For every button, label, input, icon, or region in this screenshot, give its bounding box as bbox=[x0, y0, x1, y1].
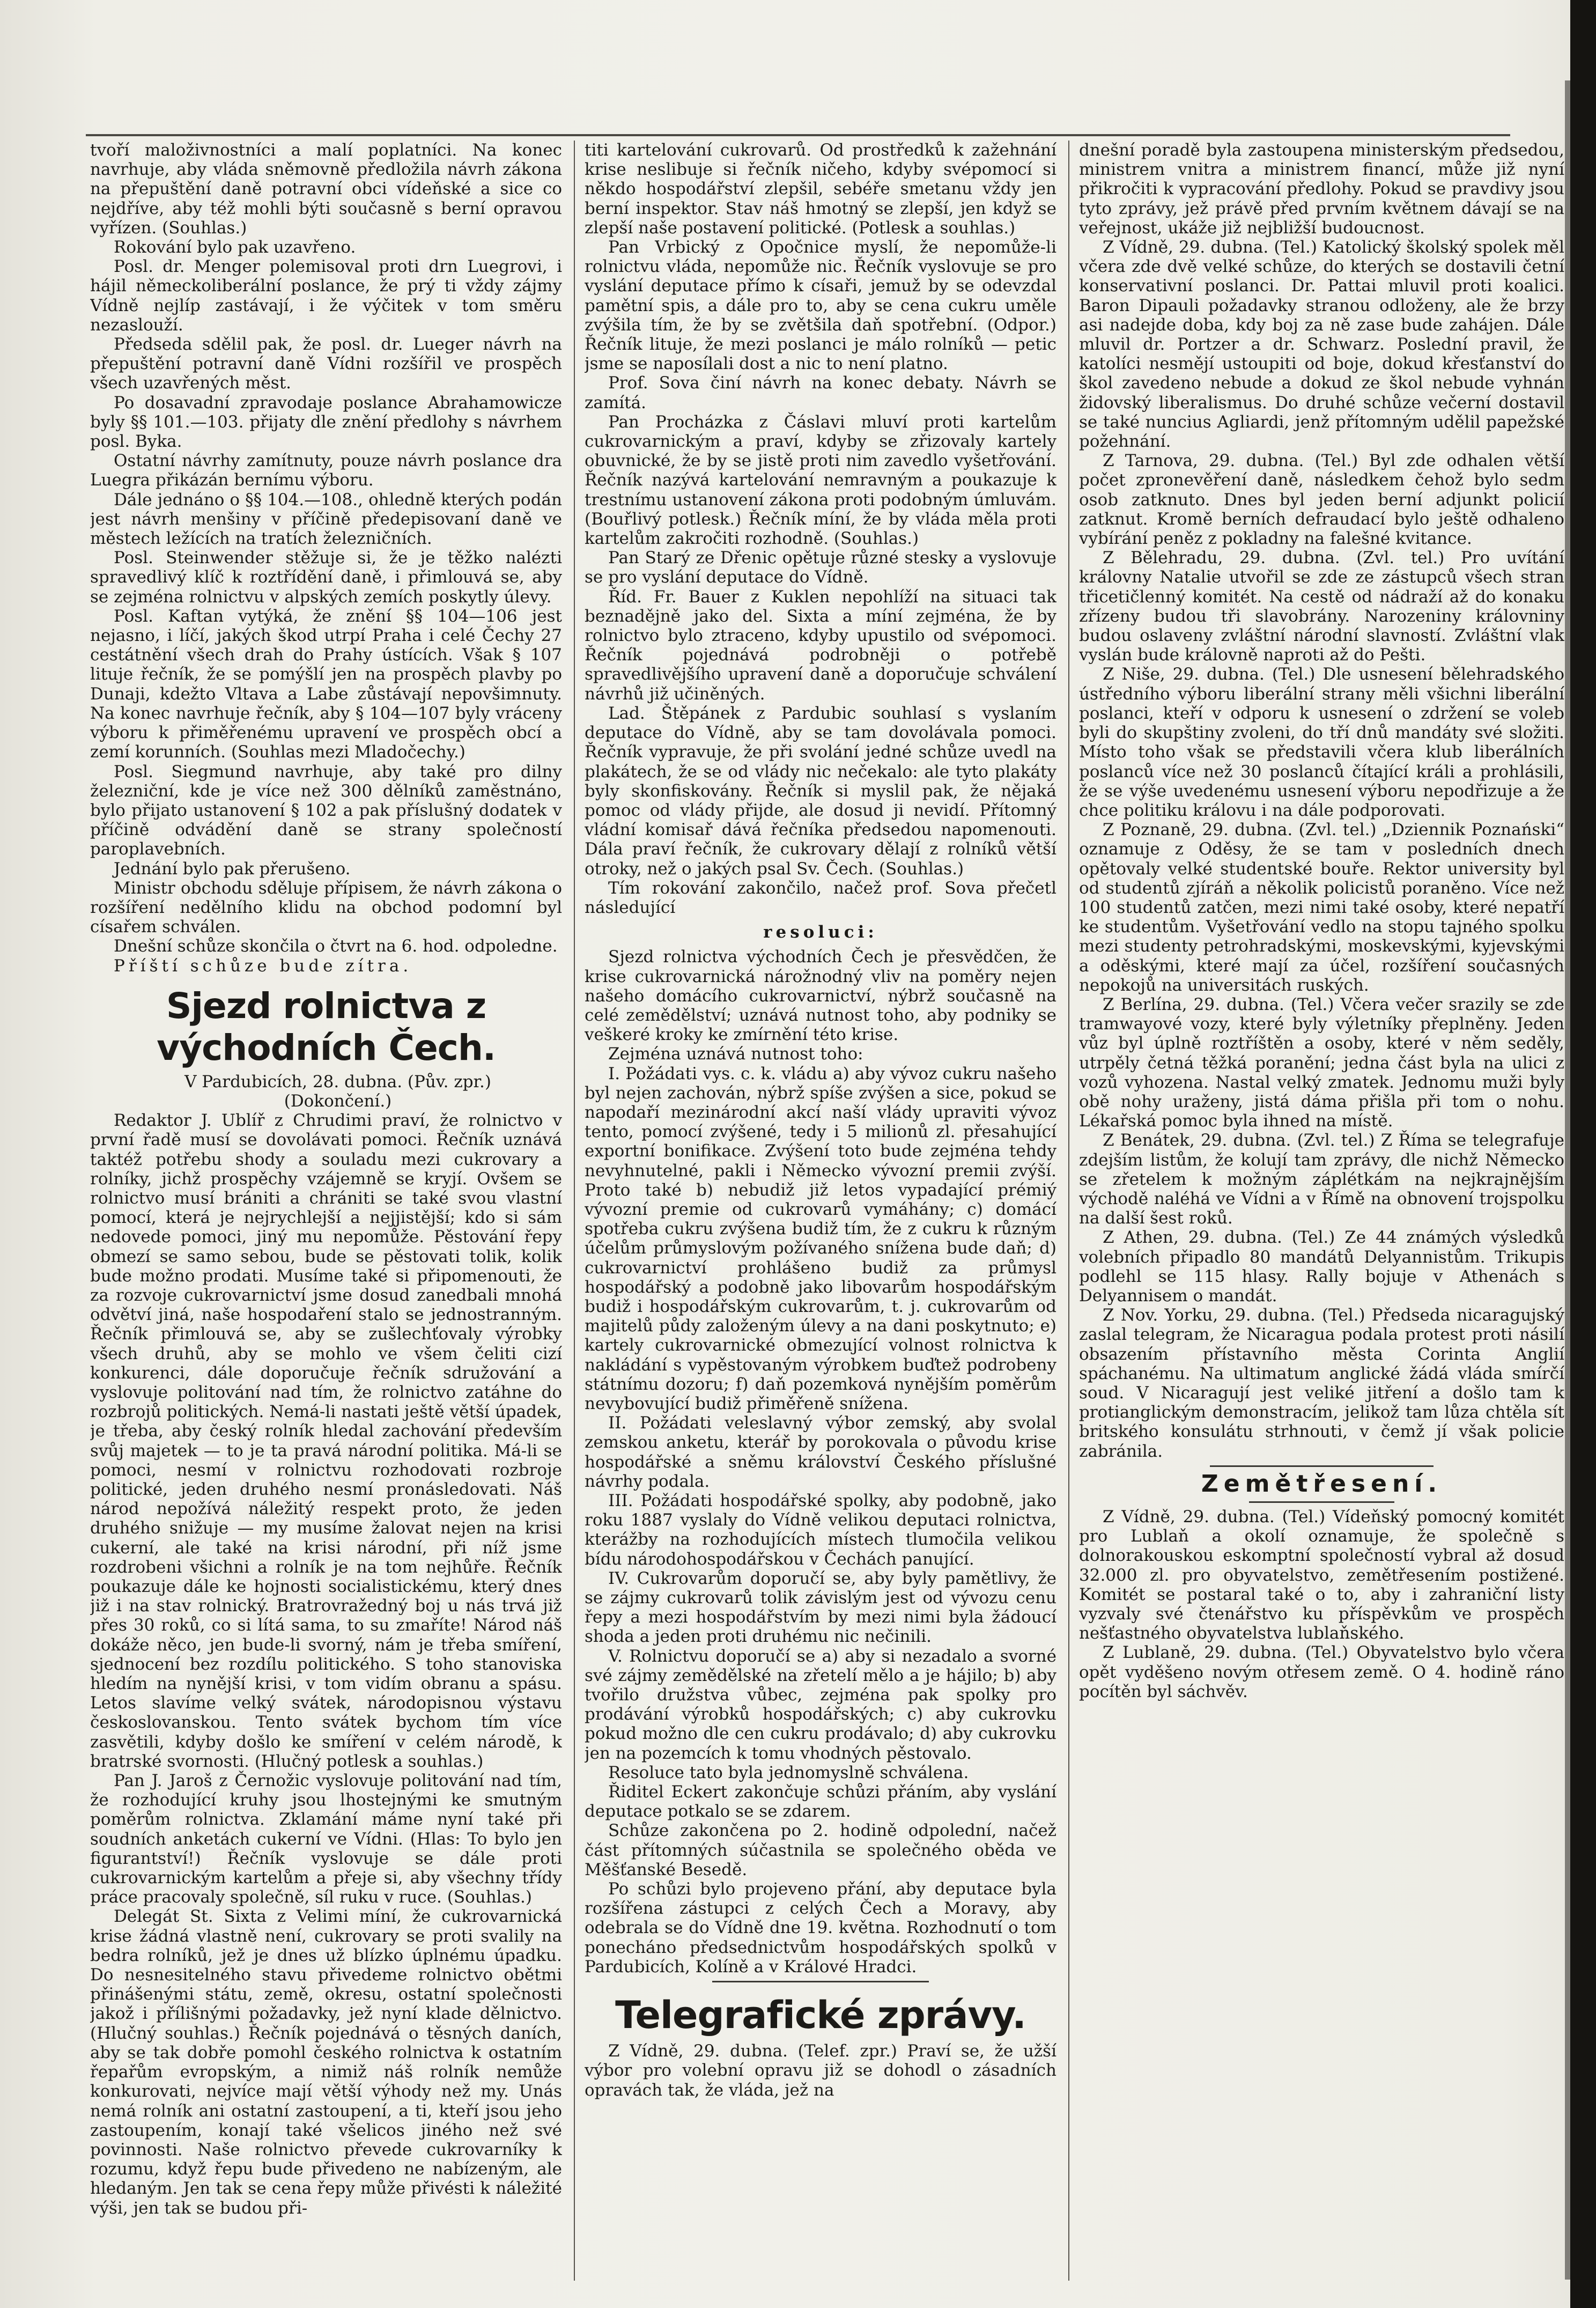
paragraph: Dnešní schůze skončila o čtvrt na 6. hod. odpoledne. bbox=[114, 937, 558, 956]
paragraph: Po dosavadní zpravodaje poslance Abrahamowicze byly §§ 101.—103. přijaty dle znění předlohy s návrhem posl. Byka. bbox=[90, 393, 562, 452]
dateline: V Pardubicích, 28. dubna. (Pův. zpr.) bbox=[184, 1072, 491, 1092]
paragraph: Jednání bylo pak přerušeno. bbox=[114, 859, 351, 879]
paragraph: tvoří maloživnostníci a malí poplatníci. Na konec navrhuje, aby vláda sněmovně předložila návrh zákona na přepuštění daně potravní obci vídeňské a sice co nejdříve, aby též mohli býti současně s berní opravou vyřízen. (Souhlas.) bbox=[90, 141, 562, 238]
section-divider bbox=[712, 1981, 929, 1982]
paragraph: Z Vídně, 29. dubna. (Tel.) Vídeňský pomocný komitét pro Lublaň a okolí oznamuje, že společně s dolnorakouskou eskomptní společností vybral až dosud 32.000 zl. pro obyvatelstvo, zemětřesením postižené. Komitét se postaral také o to, aby i zahraniční listy vyzvaly své čtenářstvo ku příspěvkům ve prospěch nešťastného obyvatelstva lublaňského. bbox=[1079, 1507, 1564, 1643]
continuation-note: (Dokončení.) bbox=[284, 1091, 392, 1111]
column-divider bbox=[574, 141, 575, 2281]
paragraph: Delegát St. Sixta z Velimi míní, že cukrovarnická krise žádná vlastně není, cukrovary se proti svalily na bedra rolníků, jež je dnes už blízko úplnému úpadku. Do nesnesitelného stavu přivedeme rolnictvo obětmi přinášenými státu, země, okresu, ostatní společnosti jakož i přílišnými požadavky, jež nyní klade dělnictvo. (Hlučný souhlas.) Řečník pojednává o těsných daních, aby se tak dobře pomohl českého rolnictva k ostatním řepařům evropským, a nimiž náš rolník nemůže konkurovati, nejvíce mají větší výhody než my. Unás nemá rolník ani ostatní zastoupení, a ti, kteří jsou jeho zastoupením, konají také všelicos jiného než své povinnosti. Naše rolnictvo převede cukrovarníky k rozumu, když řepu bude přivedeno ne nabízeným, ale hledaným. Jen tak se cena řepy může přivésti k náležité výši, jen tak se budou při- bbox=[90, 1907, 562, 2218]
paragraph: Posl. Steinwender stěžuje si, že je těžko nalézti spravedlivý klíč k roztřídění daně, i přimlouvá se, aby se zejména rolnictvu v alpských zemích poskytly úlevy. bbox=[90, 548, 562, 607]
paragraph: III. Požádati hospodářské spolky, aby podobně, jako roku 1887 vyslaly do Vídně velikou deputaci rolnictva, kterážby na rozhodujících místech tlumočila velikou bídu národohospodářskou v Čechách panující. bbox=[585, 1491, 1056, 1569]
paragraph: Příští schůze bude zítra. bbox=[114, 956, 412, 976]
paragraph: Pan Vrbický z Opočnice myslí, že nepomůže-li rolnictvu vláda, nepomůže nic. Řečník vyslovuje se pro vyslání deputace přímo k císaři, jemuž by se odevzdal pamětní spis, a dále pro to, aby se cena cukru uměle zvýšila tím, že by se zvětšila daň spotřební. (Odpor.) Řečník lituje, že mezi poslanci je málo rolníků — petic jsme se naposílali dost a nic to není platno. bbox=[585, 238, 1056, 374]
resolution-title: resoluci: bbox=[763, 923, 878, 942]
paragraph: Z Berlína, 29. dubna. (Tel.) Včera večer srazily se zde tramwayové vozy, které byly výletníky přeplněny. Jeden vůz byl úplně roztříštěn a osoby, které v něm seděly, utrpěly četná těžká poranění; jedna část byla na ulici z vozů vyhozena. Nastal velký zmatek. Jednomu muži byly obě nohy uraženy, jistá dáma přišla při tom o nohu. Lékařská pomoc byla ihned na místě. bbox=[1079, 994, 1564, 1131]
paragraph: Z Athen, 29. dubna. (Tel.) Ze 44 známých výsledků volebních připadlo 80 mandátů Delyannistům. Trikupis podlehl se 115 hlasy. Rally bojuje v Athenách s Delyannisem o mandát. bbox=[1079, 1228, 1564, 1306]
paragraph: Z Niše, 29. dubna. (Tel.) Dle usnesení bělehradského ústředního výboru liberální strany měli všichni liberální poslanci, kteří v odporu k usnesení o zdržení se voleb byli do skupštiny zvoleni, do tří dnů mandáty své složiti. Místo toho však se představili včera klub liberálních poslanců více než 30 poslanců čítající králi a prohlásili, že se výše uvedenému usnesení výboru nepodřizuje a že chce politiku královu i na dále podporovati. bbox=[1079, 665, 1564, 820]
column-2 bbox=[585, 141, 1056, 2281]
paragraph: I. Požádati vys. c. k. vládu a) aby vývoz cukru našeho byl nejen zachován, nýbrž spíše zvýšen a sice, pokud se napodaří mezinárodní akcí naší vlády upraviti vývoz tento, pomocí zvýšené, tedy i 5 milionů zl. přesahující exportní bonifikace. Zvýšení toto bude zejména tehdy nevyhnutelné, pakli i Německo vývozní premii zvýší. Proto také b) nebudiž již letos vypadající prémiý vývozní premie od cukrovarů vymáhány; c) domácí spotřeba cukru zvýšena budiž tím, že z cukru k různým účelům průmyslovým požívaného snížena bude daň; d) cukrovarnictví prohlášeno budiž za průmysl hospodářský a podobně jako libovarům hospodářským budiž i hospodářským cukrovarům, t. j. cukrovarům od majitelů půdy založeným úlevy a na dani poskytnuto; e) kartely cukrovarnické obmezující volnost rolnictva k nakládání s vypěstovaným výrobkem buďtež podrobeny státnímu dozoru; f) daň pozemková nynějším poměrům nevybovující budiž přiměřeně snížena. bbox=[585, 1064, 1056, 1413]
paragraph: Redaktor J. Ublíř z Chrudimi praví, že rolnictvo v první řadě musí se dovolávati pomoci. Řečník uznává taktéž potřebu shody a souladu mezi cukrovary a rolníky, jichž prospěchy vzájemně se kryjí. Ovšem se rolnictvo musí brániti a chrániti se také svou vlastní pomocí, která je nejrychlejší a nejjistější; kdo si sám nedovede pomoci, jiný mu nepomůže. Pěstování řepy obmezí se samo sebou, bude se pěstovati tolik, kolik bude možno prodati. Musíme také si připomenouti, že za rozvoje cukrovarnictví jsme dosud zanedbali mnohá odvětví jiná, naše hospodaření stalo se jednostranným. Řečník přimlouvá se, aby se zušlechťovaly výrobky všech druhů, aby se mohlo ve všem čeliti cizí konkurenci, dále doporučuje řečník sdružování a vyslovuje politování nad tím, že rolnictvo zatáhne do rozbrojů politických. Nemá-li nastati ještě větší úpadek, je třeba, aby český rolník hledal zachování především svůj majetek — to je ta pravá národní politika. Má-li se pomoci, nesmí v rolnictvu rozhodovati rozbroje politické, jeden druhého nesmí pronásledovati. Náš národ nepožívá náležitý respekt proto, že jeden druhého snižuje — my musíme žalovat nejen na krisi cukerní, ale také na krisi národní, při níž jsme rozdrobeni všichni a rolník je na tom nejhůře. Řečník poukazuje dále ke hojnosti socialistickému, který dnes již i na stav rolnický. Bratrovražedný boj u nás trvá již přes 30 roků, co si lítá sama, to su zmaříte! Národ náš dokáže něco, jen bude-li svorný, nám je třeba smíření, sjednocení bez rozdílu politického. S toho stanoviska hledím na nynější krisi, v tom vidím obranu a spásu. Letos slavíme velký svátek, národopisnou výstavu českoslovanskou. Tento svátek bychom tím více zasvětili, kdyby došlo ke smíření v celém národě, k bratrské svornosti. (Hlučný potlesk a souhlas.) bbox=[90, 1111, 562, 1771]
telegrams-headline: Telegrafické zprávy. bbox=[615, 1993, 1026, 2038]
paragraph: Rokování bylo pak uzavřeno. bbox=[114, 238, 356, 257]
paragraph: Pan J. Jaroš z Černožic vyslovuje politování nad tím, že rozhodující kruhy jsou lhostejnými ke smutným poměrům rolnictva. Zklamání máme nyní také při soudních anketách cukerní ve Vídni. (Hlas: To bylo jen figurantství!) Řečník vyslovuje se dále proti cukrovarnickým kartelům a přeje si, aby všechny třídy práce pracovaly společně, síl ruku v ruce. (Souhlas.) bbox=[90, 1771, 562, 1907]
paragraph: Sjezd rolnictva východních Čech je přesvědčen, že krise cukrovarnická nárožnodný vliv na poměry nejen našeho domácího cukrovarnictví, nýbrž současně na celé zemědělství; uznává nutnost toho, aby podniky se veškeré kroky ke zmírnění této krise. bbox=[585, 947, 1056, 1045]
paragraph: II. Požádati veleslavný výbor zemský, aby svolal zemskou anketu, kterář by porokovala o původu krise hospodářské a sněmu království Českého příslušné návrhy podala. bbox=[585, 1413, 1056, 1491]
paragraph: Předseda sdělil pak, že posl. dr. Lueger návrh na přepuštění potravní daně Vídni rozšířil ve prospěch všech uzavřených měst. bbox=[90, 335, 562, 393]
paragraph: Z Lublaně, 29. dubna. (Tel.) Obyvatelstvo bylo včera opět vyděšeno novým otřesem země. O 4. hodině ráno pocítěn byl sáchvěv. bbox=[1079, 1643, 1564, 1701]
paragraph: Řiditel Eckert zakončuje schůzi přáním, aby vyslání deputace potkalo se se zdarem. bbox=[585, 1782, 1056, 1822]
paragraph: Z Vídně, 29. dubna. (Tel.) Katolický školský spolek měl včera zde dvě velké schůze, do kterých se dostavili četní konservativní poslanci. Dr. Pattai mluvil proti koalici. Baron Dipauli požadavky stranou odloženy, ale že brzy asi nadejde doba, kdy boj za ně zase bude zahájen. Dále mluvil dr. Portzer a dr. Schwarz. Poslední pravil, že katolíci nesmějí ustoupiti od boje, dokud křesťanství do škol zavedeno nebude a dokud ze škol nebude vyhnán židovský liberalismus. Do druhé schůze večerní dostavil se také nuncius Agliardi, jenž přítomným udělil papežské požehnání. bbox=[1079, 238, 1564, 452]
paragraph: Z Vídně, 29. dubna. (Telef. zpr.) Praví se, že užší výbor pro volební opravu již se dohodl o zásadních opravách tak, že vláda, jež na bbox=[585, 2041, 1056, 2100]
column-divider bbox=[1068, 141, 1069, 2281]
paragraph: Tím rokování zakončilo, načež prof. Sova přečetl následující bbox=[585, 878, 1056, 917]
paragraph: Zejména uznává nutnost toho: bbox=[608, 1044, 863, 1064]
column-1 bbox=[90, 141, 562, 2281]
paragraph: Po schůzi bylo projeveno přání, aby deputace byla rozšířena zástupci z celých Čech a Moravy, aby odebrala se do Vídně dne 19. května. Rozhodnutí o tom ponecháno předsednictvům hospodářských spolků v Pardubicích, Kolíně a v Králové Hradci. bbox=[585, 1879, 1056, 1977]
paragraph: Říd. Fr. Bauer z Kuklen nepohlíží na situaci tak beznadějně jako del. Sixta a míní zejména, že by rolnictvo bylo ztraceno, kdyby upustilo od svépomoci. Řečník pojednává podrobněji o potřebě spravedlivějšího upravení daně a doporučuje schválení návrhů již učiněných. bbox=[585, 587, 1056, 704]
paragraph: Ostatní návrhy zamítnuty, pouze návrh poslance dra Luegra přikázán bernímu výboru. bbox=[90, 451, 562, 490]
paragraph: Z Benátek, 29. dubna. (Zvl. tel.) Z Říma se telegrafuje zdejším listům, že kolují tam zprávy, dle nichž Německo se zřetelem k možným záplétkám na nejkrajnějším východě naléhá ve Vídni a v Římě na obnovení trojspolku na další šest roků. bbox=[1079, 1131, 1564, 1228]
paragraph: Schůze zakončena po 2. hodině odpolední, načež část přítomných súčastnila se společného oběda ve Měšťanské Besedě. bbox=[585, 1821, 1056, 1879]
paragraph: Z Tarnova, 29. dubna. (Tel.) Byl zde odhalen větší počet zpronevěření daně, následkem čehož bylo sedm osob zatknuto. Dnes byl jeden berní adjunkt policií zatknut. Kromě berních defraudací bylo ještě odhaleno vybírání peněz z pokladny na falešné kvitance. bbox=[1079, 451, 1564, 549]
paragraph: V. Rolnictvu doporučí se a) aby si nezadalo a svorné své zájmy zemědělské na zřetelí mělo a je hájilo; b) aby tvořilo družstva vůbec, zejména pak spolky pro prodávání výrobků hospodářských; c) aby cukrovku pokud možno dle cen cukru prodávalo; d) aby cukrovku jen na pozemcích k tomu vhodných pěstovalo. bbox=[585, 1646, 1056, 1763]
paragraph: Dále jednáno o §§ 104.—108., ohledně kterých podán jest návrh menšiny v příčině předepisovaní daně ve městech ležících na tratích železničních. bbox=[90, 490, 562, 549]
paragraph: Prof. Sova činí návrh na konec debaty. Návrh se zamítá. bbox=[585, 373, 1056, 412]
article-headline: Sjezd rolnictva z východních Čech. bbox=[157, 985, 496, 1068]
paragraph: Posl. dr. Menger polemisoval proti drn Luegrovi, i hájil německoliberální poslance, že prý ti vždy zájmy Vídně nejlíp zastávají, i že výčitek v tom směru nezaslouží. bbox=[90, 257, 562, 335]
scan-border bbox=[1570, 0, 1596, 2308]
paragraph: Z Bělehradu, 29. dubna. (Zvl. tel.) Pro uvítání královny Natalie utvořil se zde ze zástupců všech stran třicetičlenný komitét. Na cestě od nádraží až do konaku zřízeny budou tři slavobrány. Narozeniny královniny budou oslaveny zvláštní národní slavností. Zvláštní vlak vyslán bude královně naproti až do Pešti. bbox=[1079, 548, 1564, 665]
paragraph: IV. Cukrovarům doporučí se, aby byly pamětlivy, že se zájmy cukrovarů tolik závislým jest od vývozu cenu řepy a mezi hospodářstvím by mezi nimi byla žádoucí shoda a jeden proti druhému nic nečinili. bbox=[585, 1568, 1056, 1647]
paragraph: Z Nov. Yorku, 29. dubna. (Tel.) Předseda nicaragujský zaslal telegram, že Nicaragua podala protest proti násilí obsazením přístavního města Corinta Anglií spáchanému. Na ultimatum anglické žádá vláda smírčí soud. V Nicaragují jest veliké jitření a došlo tam k protianglickým demonstracím, jelikož tam lůza chtěla sít britského konsulátu strhnouti, v čemž jí však policie zabránila. bbox=[1079, 1306, 1564, 1461]
paragraph: dnešní poradě byla zastoupena ministerským předsedou, ministrem vnitra a ministrem financí, může již nyní přikročiti k vypracování předlohy. Pokud se pravdivy jsou tyto zprávy, jež právě před prvním květnem dávají se na veřejnost, ukáže již nejbližší budoucnost. bbox=[1079, 141, 1564, 238]
paragraph: Pan Starý ze Dřenic opětuje různé stesky a vyslovuje se pro vyslání deputace do Vídně. bbox=[585, 548, 1056, 587]
column-3 bbox=[1079, 141, 1564, 2281]
top-rule bbox=[86, 134, 1510, 136]
adjacent-page-edge bbox=[1565, 80, 1570, 2280]
section-divider bbox=[1210, 1465, 1433, 1467]
paragraph: Pan Procházka z Čáslavi mluví proti kartelům cukrovarnickým a praví, kdyby se zřizovaly kartely obuvnické, že by se jistě proti nim zavedlo vyšetřování. Řečník nazývá kartelování nemravným a poukazuje k trestnímu ustanovení zákona proti podobným úmluvám. (Bouřlivý potlesk.) Řečník míní, že by vláda měla proti kartelům zakročiti rozhodně. (Souhlas.) bbox=[585, 412, 1056, 549]
section-divider bbox=[1249, 1501, 1395, 1503]
paragraph: Posl. Kaftan vytýká, že znění §§ 104—106 jest nejasno, i líčí, jakých škod utrpí Praha i celé Čechy 27 cestátnění všech drah do Prahy ústících. Však § 107 lituje řečník, že se pomýšlí jen na prospěch plavby po Dunaji, kdežto Vltava a Labe zůstávají nepovšimnuty. Na konec navrhuje řečník, aby § 104—107 byly vráceny výboru k přiměřenému upravení ve prospěch obcí a zemí korunních. (Souhlas mezi Mladočechy.) bbox=[90, 606, 562, 762]
paragraph: Z Poznaně, 29. dubna. (Zvl. tel.) „Dziennik Poznański“ oznamuje z Oděsy, že se tam v posledních dnech opětovaly velké studentské bouře. Rektor university byl od studentů zjíráň a několik policistů poraněno. Více než 100 studentů zatčen, mezi nimi také osoby, které nepatří ke studentům. Vyšetřování vedlo na stopu tajného spolku mezi studenty petrohradskými, moskevskými, kyjevskými a oděskými, které mají za účel, rozšíření současných nepokojů na universitách ruských. bbox=[1079, 820, 1564, 995]
paragraph: Posl. Siegmund navrhuje, aby také pro dilny železniční, kde je více než 300 dělníků zaměstnáno, bylo přijato ustanovení § 102 a pak příslušný dodatek v příčině odvádění daně se strany společností paroplavebních. bbox=[90, 762, 562, 859]
section-title: Zemětřesení. bbox=[1201, 1470, 1443, 1498]
paragraph: Lad. Štěpánek z Pardubic souhlasí s vyslaním deputace do Vídně, aby se tam dovolávala pomoci. Řečník vypravuje, že při svolání jedné schůze uvedl na plakátech, že se od vlády nic nečekalo: ale tyto plakáty byly skonfiskovány. Řečník si myslil pak, že nějaká pomoc od vlády přijde, ale dosud ji nevidí. Přítomný vládní komisař dává řečníka předsedou napomenouti. Dála praví řečník, že cukrovary dělají z rolníků větší otroky, než o jakých psal Sv. Čech. (Souhlas.) bbox=[585, 703, 1056, 879]
paragraph: Ministr obchodu sděluje přípisem, že návrh zákona o rozšíření nedělního klidu na obchod podomní byl císařem schválen. bbox=[90, 878, 562, 937]
paragraph: titi kartelování cukrovarů. Od prostředků k zažehnání krise neslibuje si řečník ničeho, kdyby svépomocí si někdo hospodářství zlepšil, sebéře smetanu vždy jen berní inspektor. Stav náš hmotný se zlepší, jen když se zlepší naše postavení politické. (Potlesk a souhlas.) bbox=[585, 141, 1056, 238]
paragraph: Resoluce tato byla jednomyslně schválena. bbox=[608, 1763, 969, 1782]
